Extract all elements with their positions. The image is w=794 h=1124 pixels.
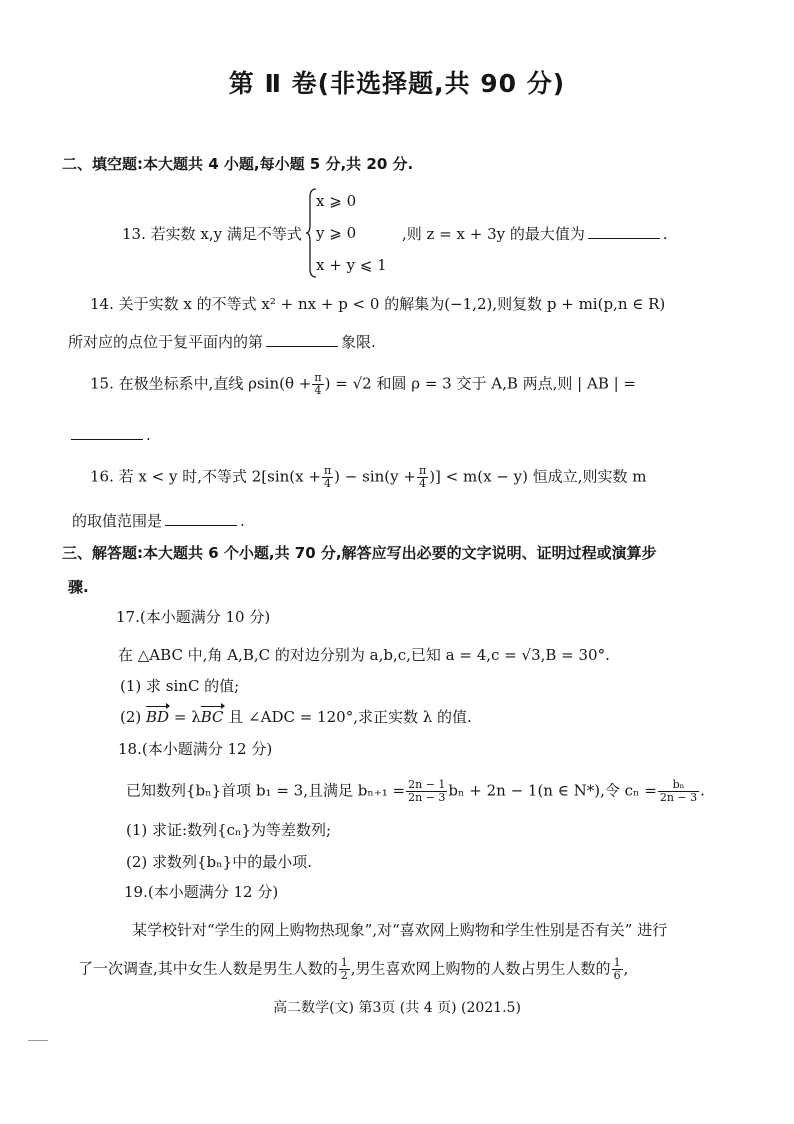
fraction-bn-2n3: $\frac{\text{bₙ}}{2n - 3}$ (659, 778, 698, 804)
q19-head: 19.(本小题满分 12 分) (124, 883, 279, 901)
fraction-pi-4: $\frac{\pi}{4}$ (314, 371, 322, 397)
q15-line1: 15. 在极坐标系中,直线 ρsin(θ + $\frac{\pi}{4}$ ) = √2 和圆 ρ = 3 交于 A,B 两点,则 | AB | = (90, 371, 637, 397)
section3-desc-cont: 骤. (68, 578, 89, 596)
sqrt2: √2 (352, 374, 372, 393)
q15-line2: . (68, 424, 151, 446)
vector-bc: BC (200, 708, 224, 726)
q18-stem: 已知数列{bₙ}首项 b₁ = 3,且满足 bₙ₊₁ = $\frac{2n - 1}{2n - 3}$ bₙ + 2n − 1(n ∈ N*),令 cₙ = $\frac{\text{bₙ}}{2n - 3}$ . (126, 778, 705, 804)
q13-constraint-3: x + y ⩽ 1 (316, 256, 387, 274)
q14-line2: 所对应的点位于复平面内的第 象限. (68, 333, 376, 351)
q17-part1: (1) 求 sinC 的值; (120, 677, 240, 695)
section3-line (62, 542, 657, 564)
section3-heading: 三、解答题: (62, 544, 143, 562)
q18-part1: (1) 求证:数列{cₙ}为等差数列; (126, 821, 332, 839)
answer-blank (588, 224, 660, 239)
q13-lead: 13. 若实数 x,y 满足不等式 (122, 225, 302, 243)
page-title: 第 Ⅱ 卷(非选择题,共 90 分) (228, 69, 566, 98)
answer-blank (71, 425, 143, 440)
fraction-one-sixth: $\frac{1}{6}$ (613, 956, 621, 982)
page-footer: 高二数学(文) 第3页 (共 4 页) (2021.5) (273, 1000, 521, 1016)
answer-blank (165, 511, 237, 526)
section2-desc: 本大题共 4 小题,每小题 5 分,共 20 分. (143, 155, 414, 173)
q13-constraint-2: y ⩾ 0 (316, 224, 357, 242)
vector-bd: BD (146, 708, 170, 726)
answer-blank (266, 332, 338, 347)
q18-head: 18.(本小题满分 12 分) (118, 740, 273, 758)
q19-line1: 某学校针对“学生的网上购物热现象”,对“喜欢网上购物和学生性别是否有关” 进行 (132, 921, 668, 939)
fraction-pi-4: $\frac{\pi}{4}$ (323, 464, 332, 490)
q18-part2: (2) 求数列{bₙ}中的最小项. (126, 853, 312, 871)
q17-part2: (2) BD = λBC 且 ∠ADC = 120°,求正实数 λ 的值. (120, 708, 472, 726)
section2-line (62, 153, 413, 175)
fraction-one-half: $\frac{1}{2}$ (340, 956, 348, 982)
scan-mark (28, 1040, 48, 1041)
q13-tail: ,则 z = x + 3y 的最大值为 (402, 225, 585, 243)
fraction-2n1-2n3: $\frac{2n - 1}{2n - 3}$ (408, 778, 446, 804)
fraction-pi-4: $\frac{\pi}{4}$ (418, 464, 427, 490)
section3-desc: 本大题共 6 个小题,共 70 分,解答应写出必要的文字说明、证明过程或演算步 (143, 544, 657, 562)
q17-head: 17.(本小题满分 10 分) (116, 608, 271, 626)
q16-line2: 的取值范围是 . (72, 512, 245, 530)
section2-heading: 二、填空题: (62, 155, 143, 173)
q13-constraint-1: x ⩾ 0 (316, 192, 357, 210)
q13-tail-line: ,则 z = x + 3y 的最大值为 . (402, 225, 668, 243)
q19-line2: 了一次调查,其中女生人数是男生人数的 $\frac{1}{2}$ ,男生喜欢网上购物的人数占男生人数的 $\frac{1}{6}$ , (78, 956, 629, 982)
q13-system (306, 187, 416, 279)
q17-stem: 在 △ABC 中,角 A,B,C 的对边分别为 a,b,c,已知 a = 4,c = √3,B = 30°. (118, 646, 610, 664)
q16-line1: 16. 若 x < y 时,不等式 2[sin(x + $\frac{\pi}{4}$ ) − sin(y + $\frac{\pi}{4}$ )] < m(x − y) 恒成立,则实数 m (90, 464, 647, 490)
q14-line1: 14. 关于实数 x 的不等式 x² + nx + p < 0 的解集为(−1,2),则复数 p + mi(p,n ∈ R) (90, 295, 666, 313)
